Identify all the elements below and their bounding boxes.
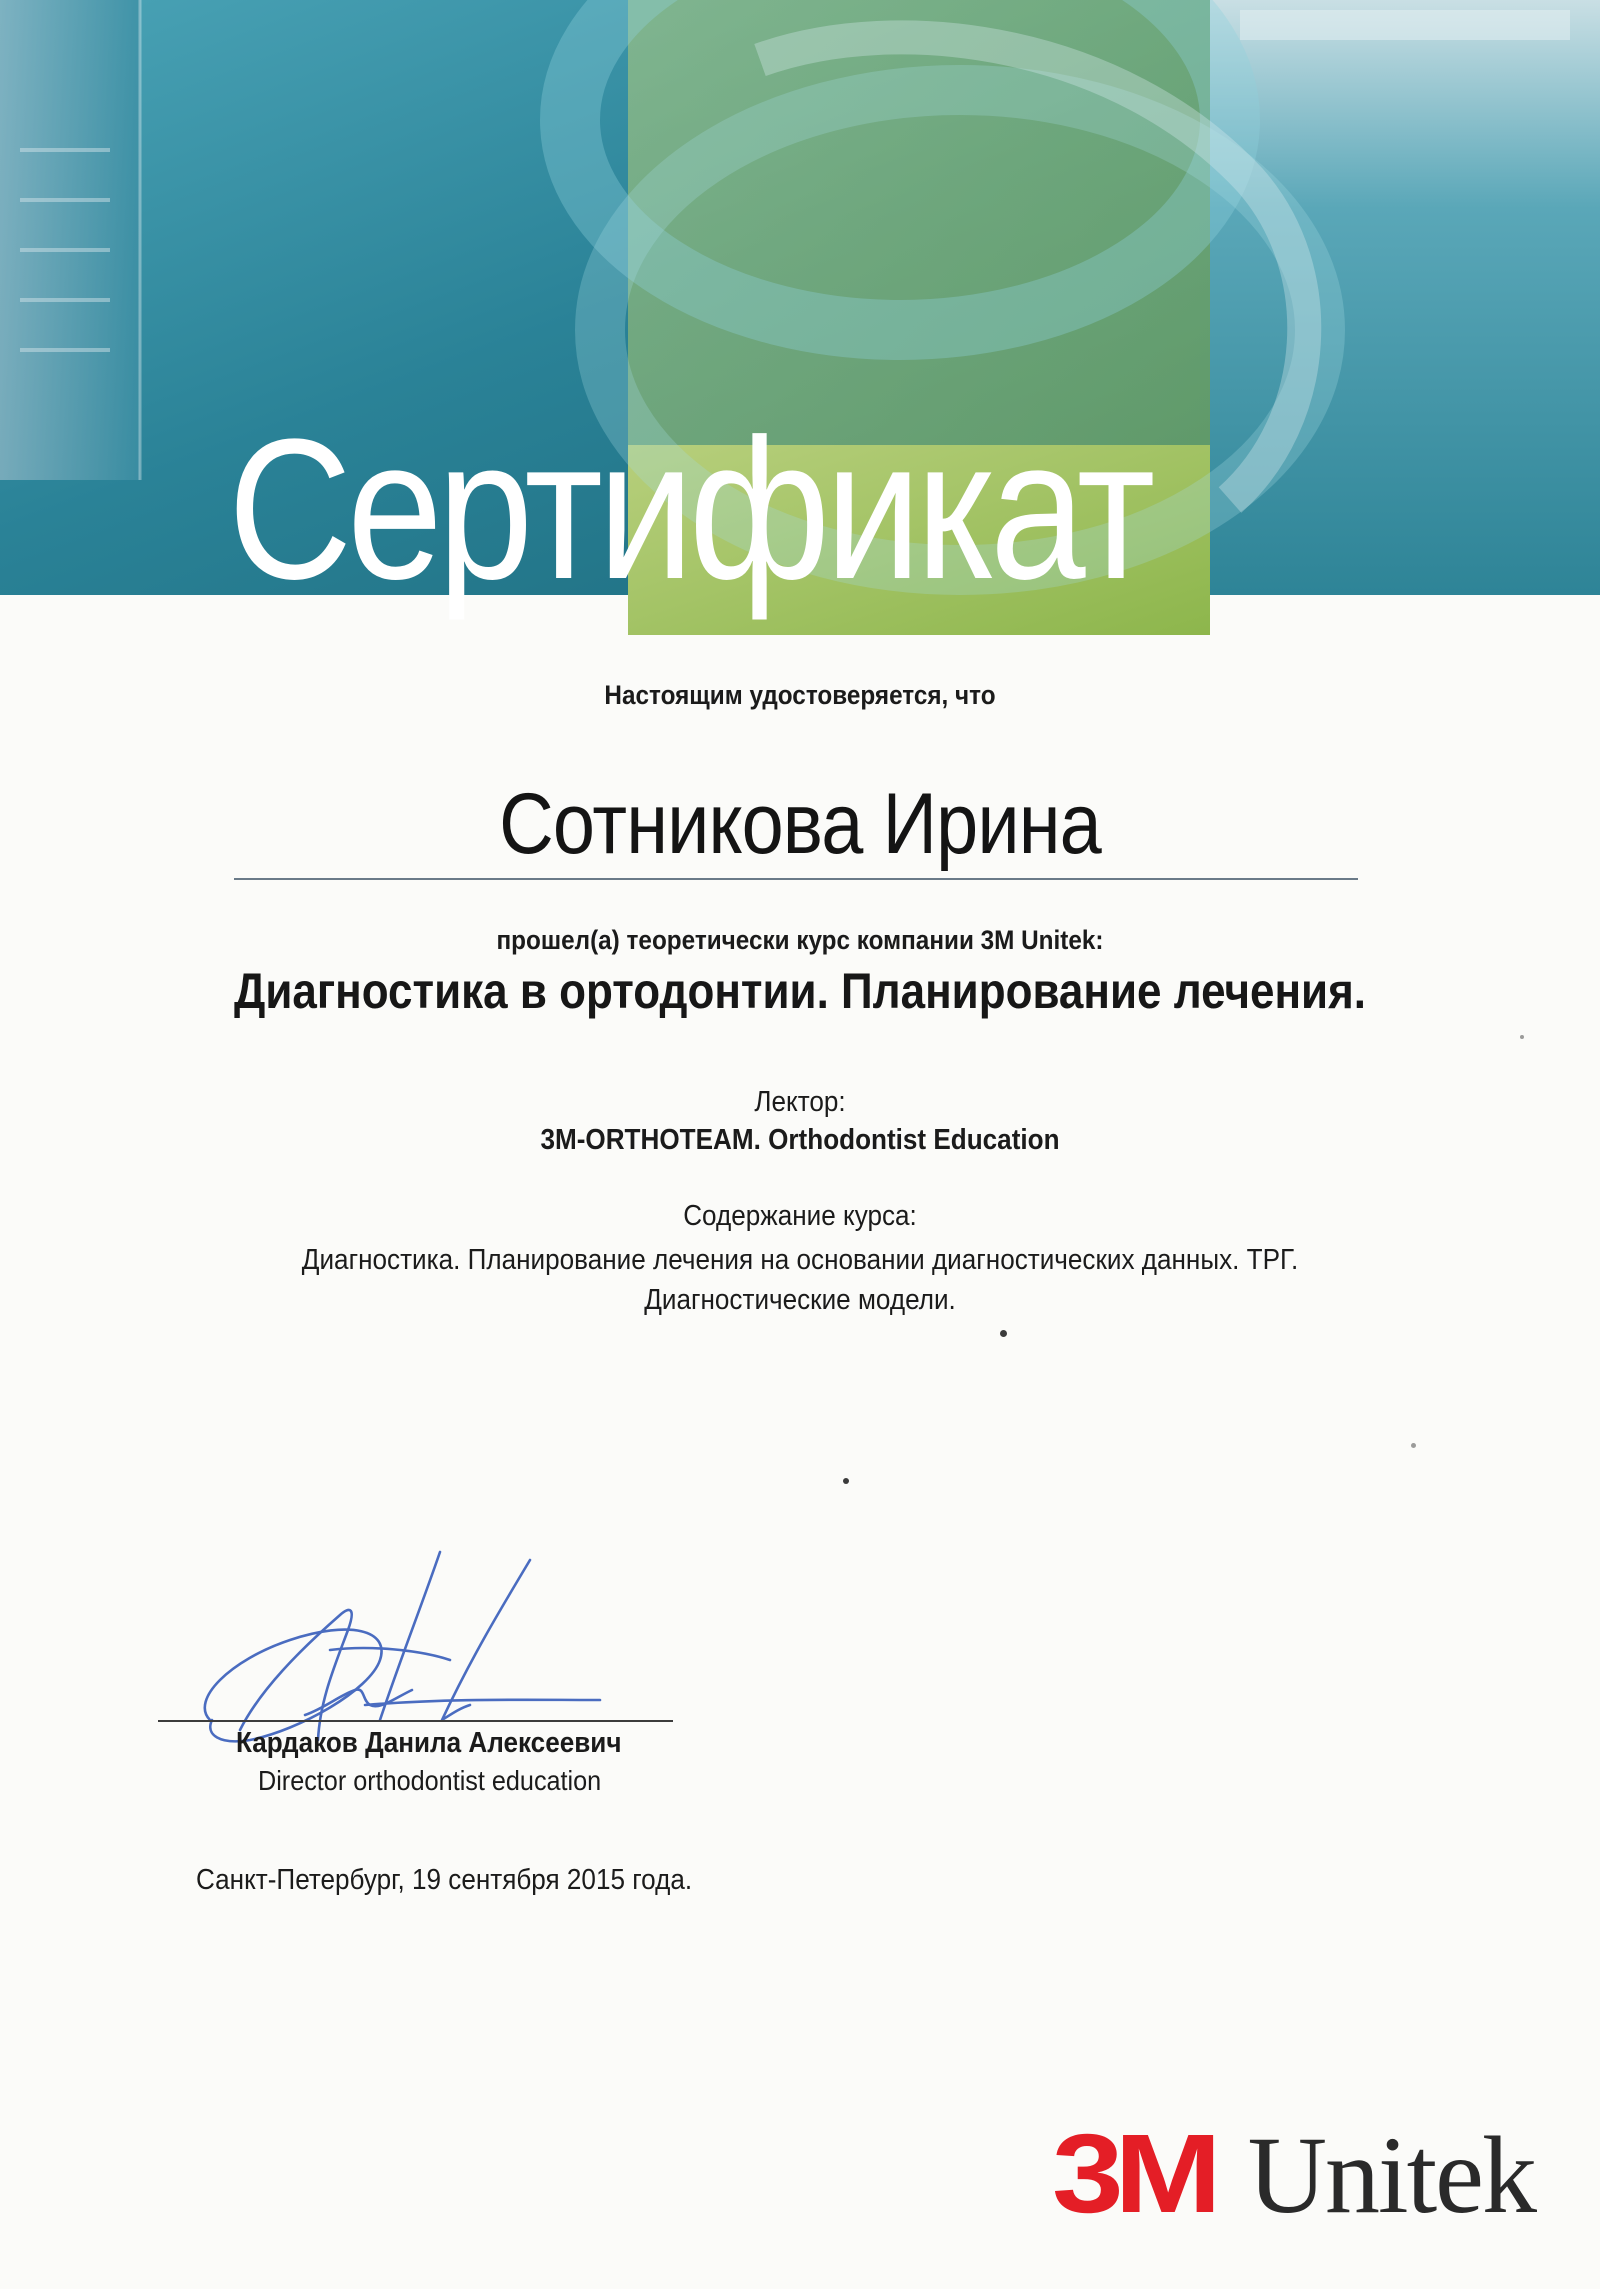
lector-label: Лектор: <box>754 1086 846 1118</box>
certificate-title: Сертификат <box>228 398 1151 621</box>
signer-role: Director orthodontist education <box>258 1765 602 1796</box>
signer-name: Кардаков Данила Алексеевич <box>236 1727 622 1759</box>
header-banner <box>0 0 1600 635</box>
course-content-line-1: Диагностика. Планирование лечения на основании диагностических данных. ТРГ. <box>301 1244 1299 1276</box>
scan-speck <box>1000 1330 1007 1337</box>
name-underline <box>234 878 1358 880</box>
course-title: Диагностика в ортодонтии. Планирование лечения. <box>233 963 1367 1019</box>
place-and-date: Санкт-Петербург, 19 сентября 2015 года. <box>196 1864 693 1896</box>
logo-3m-mark: 3M <box>1052 2111 1213 2236</box>
signature-line <box>158 1720 673 1722</box>
intro-text: Настоящим удостоверяется, что <box>604 680 996 710</box>
course-content <box>80 1240 1520 1320</box>
logo-unitek-wordmark: Unitek <box>1247 2114 1535 2236</box>
lector-name: 3M-ORTHOTEAM. Orthodontist Education <box>540 1124 1060 1156</box>
scan-speck <box>1411 1443 1416 1448</box>
company-logo <box>1052 2111 1535 2236</box>
scan-speck <box>1520 1035 1524 1039</box>
course-intro: прошел(а) теоретически курс компании 3M Unitek: <box>496 925 1104 955</box>
content-label: Содержание курса: <box>683 1200 917 1232</box>
scan-speck <box>843 1478 849 1484</box>
recipient-name: Сотникова Ирина <box>499 776 1101 872</box>
course-content-line-2: Диагностические модели. <box>644 1284 956 1316</box>
